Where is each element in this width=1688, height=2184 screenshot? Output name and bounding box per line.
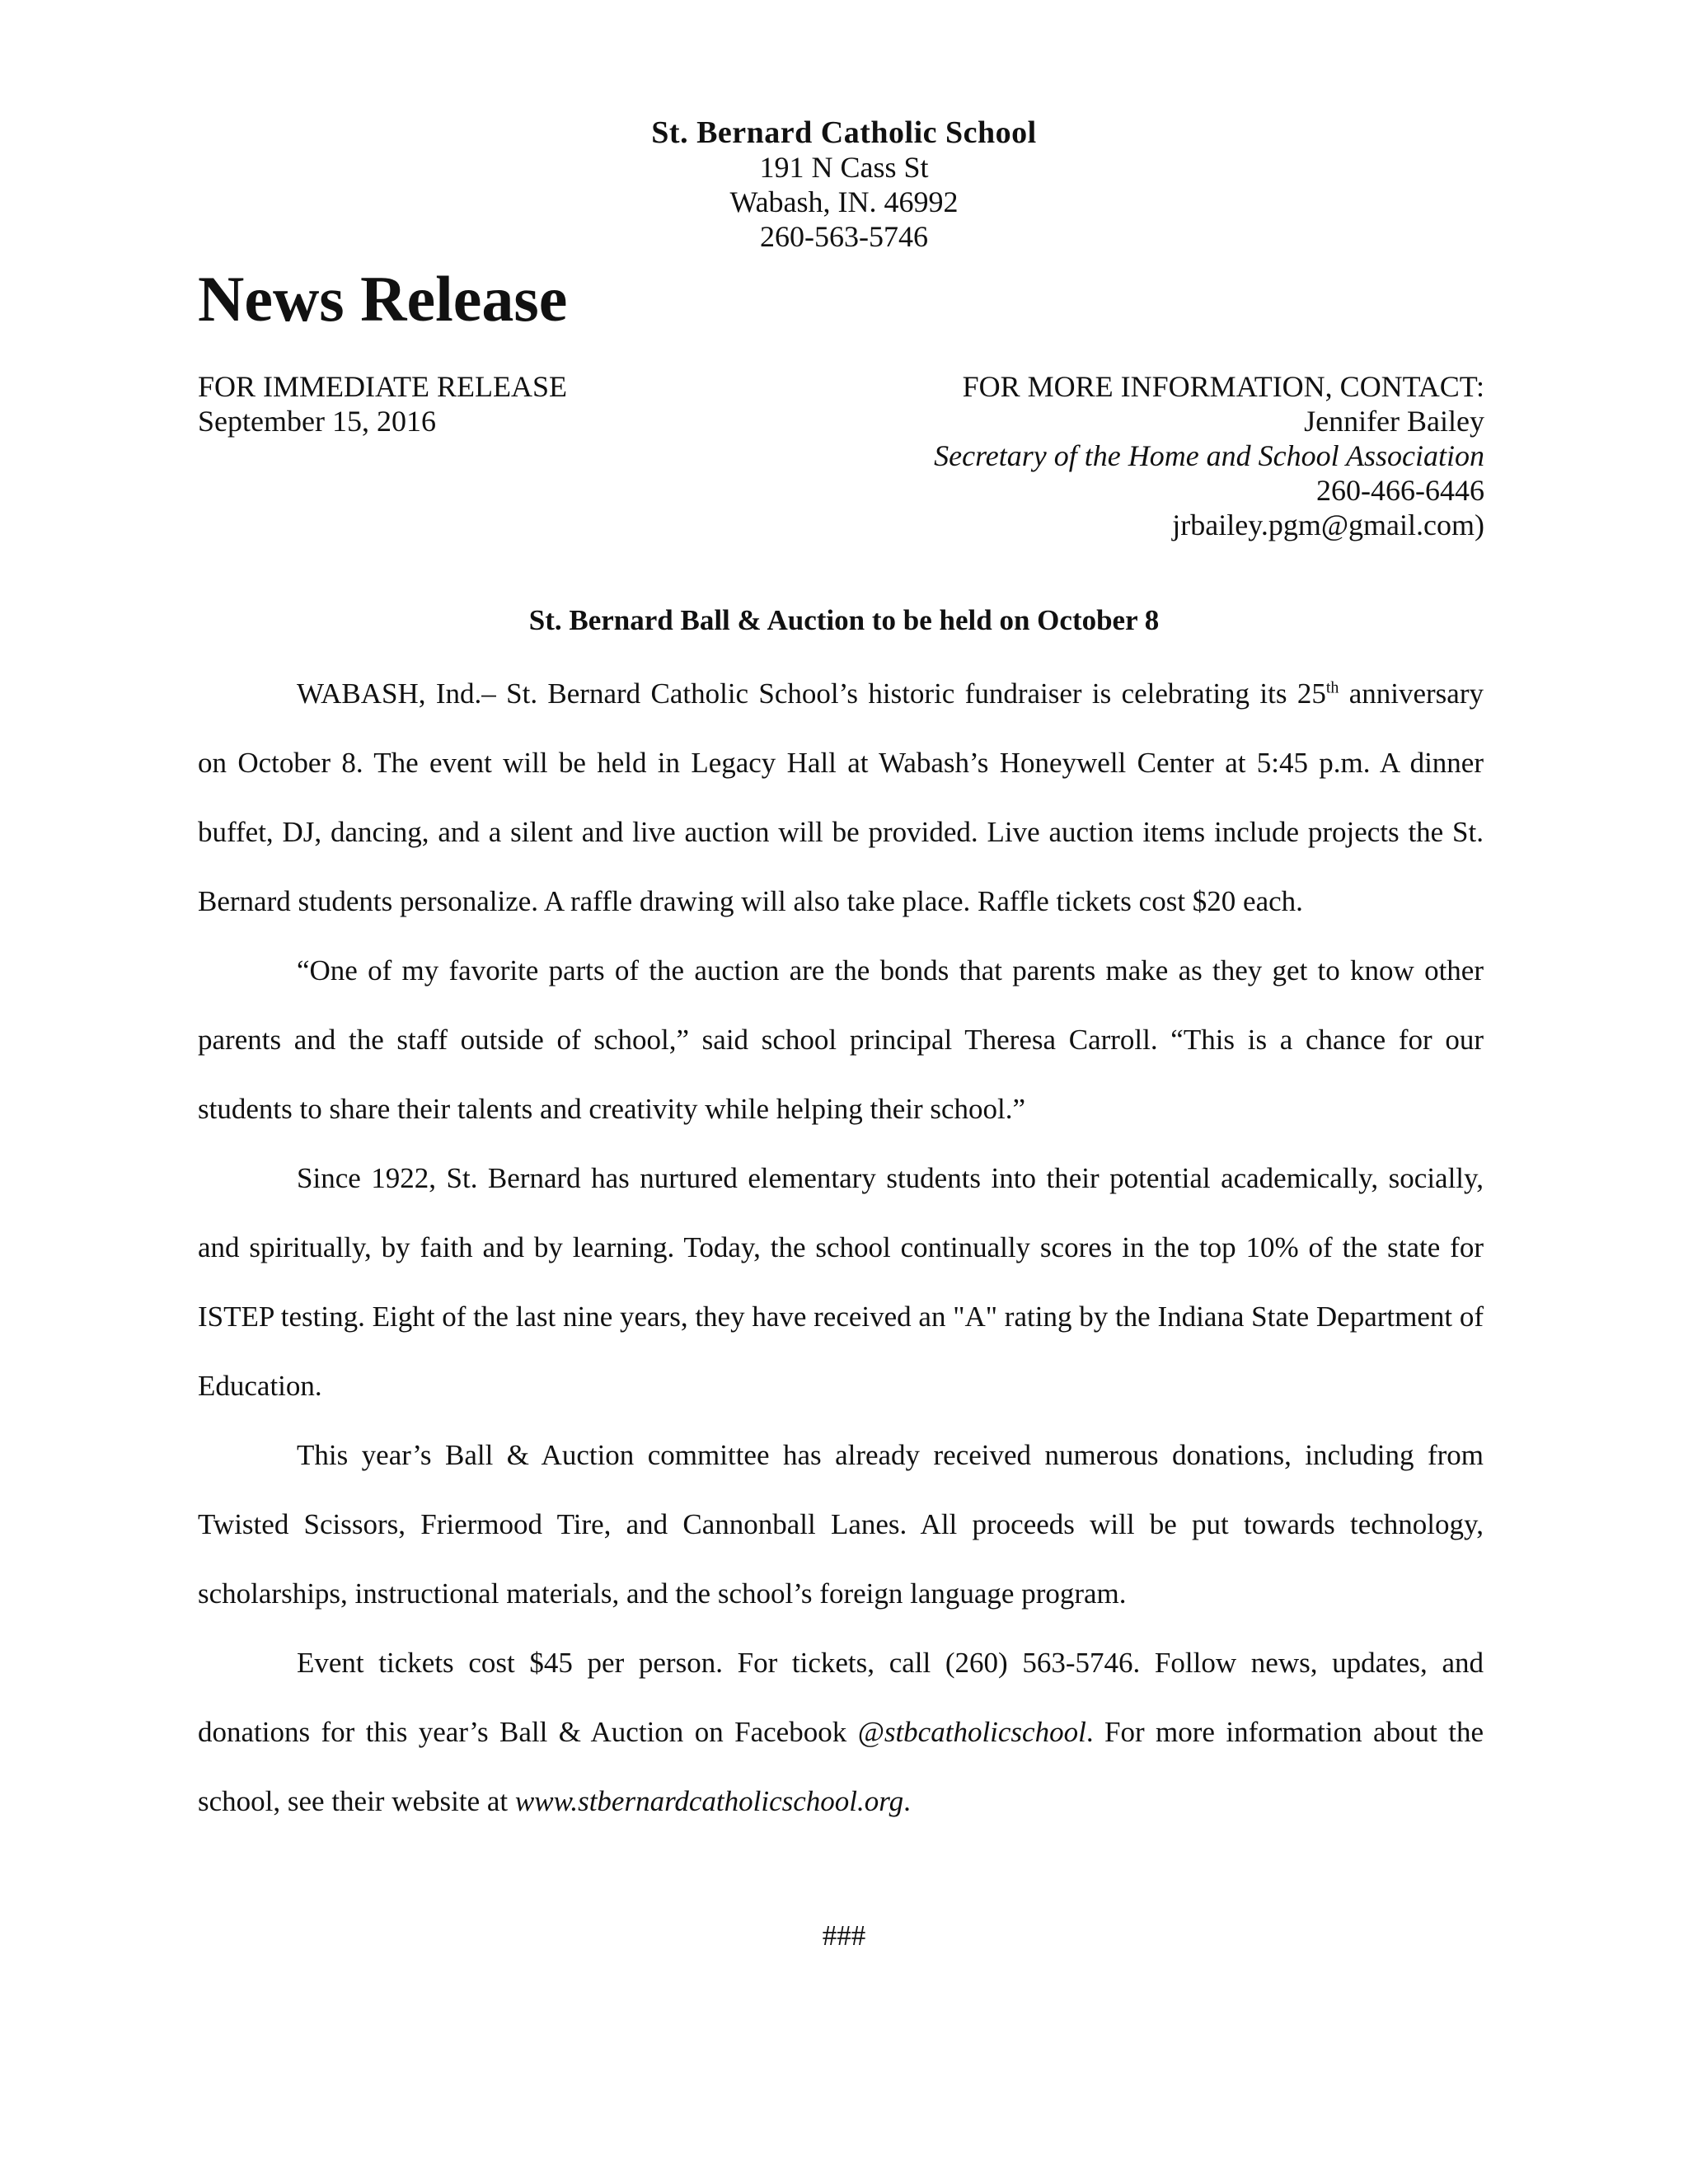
contact-name: Jennifer Bailey — [1304, 405, 1484, 438]
paragraph-5-middle: . For more information about the school, see their website at — [198, 1716, 1484, 1817]
paragraph-5-end: . — [903, 1785, 911, 1817]
school-phone: 260-563-5746 — [760, 220, 928, 253]
release-label: FOR IMMEDIATE RELEASE — [198, 370, 567, 403]
letterhead — [0, 115, 1688, 254]
end-mark: ### — [822, 1919, 866, 1952]
document-title: News Release — [198, 263, 568, 335]
school-name: St. Bernard Catholic School — [651, 115, 1037, 150]
paragraph-1 — [198, 659, 1484, 936]
school-street: 191 N Cass St — [759, 151, 929, 184]
paragraph-1-start: WABASH, Ind.– St. Bernard Catholic School’s historic fundraiser is celebrating its 25 — [297, 677, 1326, 710]
contact-role: Secretary of the Home and School Association — [934, 439, 1484, 472]
facebook-handle: @stbcatholicschool — [857, 1716, 1086, 1748]
paragraph-1-rest: anniversary on October 8. The event will be held in Legacy Hall at Wabash’s Honeywell Center at 5:45 p.m. A dinner buffet, DJ, dancing, and a silent and live auction will be provided. Live auction items include projects the St. Bernard students personalize. A raffle drawing will also take place. Raffle tickets cost $20 each. — [198, 677, 1484, 917]
release-date: September 15, 2016 — [198, 405, 436, 438]
contact-info — [934, 369, 1484, 542]
paragraph-2: “One of my favorite parts of the auction are the bonds that parents make as they get to know other parents and the staff outside of school,” said school principal Theresa Carroll. “This is a chance for our students to share their talents and creativity while helping their school.” — [198, 954, 1484, 1125]
paragraph-5-start: Event tickets cost $45 per person. For tickets, call (260) 563-5746. Follow news, updates, and donations for this year’s Ball & Auction on Facebook — [198, 1647, 1484, 1748]
paragraph-5 — [198, 1629, 1484, 1836]
contact-email: jrbailey.pgm@gmail.com) — [1172, 509, 1484, 541]
release-info — [198, 369, 567, 438]
school-city-state-zip: Wabash, IN. 46992 — [729, 185, 959, 218]
headline: St. Bernard Ball & Auction to be held on October 8 — [528, 604, 1160, 636]
website-link: www.stbernardcatholicschool.org — [514, 1785, 904, 1817]
paragraph-4: This year’s Ball & Auction committee has already received numerous donations, including from Twisted Scissors, Friermood Tire, and Cannonball Lanes. All proceeds will be put towards technology, scholarships, instructional materials, and the school’s foreign language program. — [198, 1439, 1484, 1610]
body-text — [198, 659, 1484, 1836]
contact-label: FOR MORE INFORMATION, CONTACT: — [962, 370, 1484, 403]
contact-phone: 260-466-6446 — [1316, 474, 1484, 507]
ordinal-suffix: th — [1325, 678, 1339, 697]
paragraph-3: Since 1922, St. Bernard has nurtured elementary students into their potential academically, socially, and spiritually, by faith and by learning. Today, the school continually scores in the top 10% of the state for ISTEP testing. Eight of the last nine years, they have received an "A" rating by the Indiana State Department of Education. — [198, 1162, 1484, 1402]
